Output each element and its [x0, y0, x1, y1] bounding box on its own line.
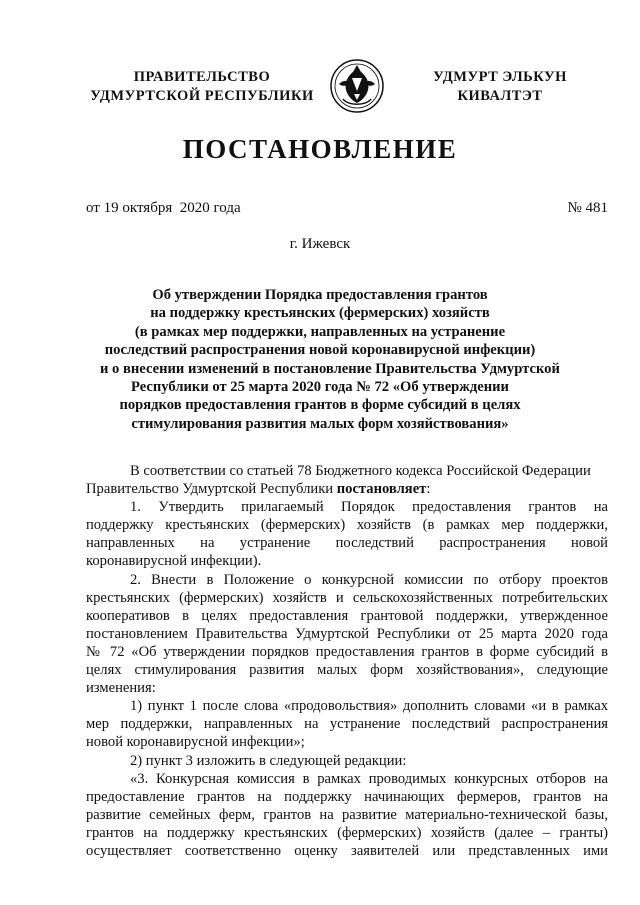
body-line: осуществляет соответственно оценку заявителей или представленных ими: [86, 842, 608, 859]
body-line: 2. Внести в Положение о конкурсной комиссии по отбору проектов: [130, 571, 608, 588]
body-line: мер поддержки, направленных на устранение последствий распространения: [86, 716, 608, 733]
body-line: В соответствии со статьей 78 Бюджетного кодекса Российской Федерации: [130, 463, 591, 479]
body-line: кооперативов в целях предоставления грантовой поддержки, утвержденное: [86, 607, 608, 624]
coat-of-arms-graphic: [330, 56, 384, 116]
date-number-line: [86, 200, 608, 217]
body-line: 2) пункт 3 изложить в следующей редакции:: [130, 752, 407, 769]
body-line: изменения:: [86, 680, 156, 697]
subject-line: на поддержку крестьянских (фермерских) хозяйств: [150, 305, 490, 322]
body-line: «3. Конкурсная комиссия в рамках проводимых конкурсных отборов на: [130, 770, 608, 787]
subject-line: порядков предоставления грантов в форме субсидий в целях: [119, 397, 521, 414]
body-bold-verb: постановляет: [336, 481, 427, 498]
body-text: :: [426, 481, 431, 498]
body-line: грантов на поддержку крестьянских (фермерских) хозяйств (далее – гранты): [86, 824, 608, 841]
body-line: поддержку крестьянских (фермерских) хозяйств (в рамках мер поддержки,: [86, 517, 608, 534]
subject-line: стимулирования развития малых форм хозяйствования»: [131, 415, 509, 432]
body-line: [86, 480, 608, 498]
subject-line: Республики от 25 марта 2020 года № 72 «Об утверждении: [131, 379, 509, 396]
body-line: коронавирусной инфекции).: [86, 553, 262, 570]
body-line: предоставление грантов на поддержку начинающих фермеров, грантов на: [86, 788, 608, 805]
document-title: ПОСТАНОВЛЕНИЕ: [182, 134, 458, 164]
body-line: 1) пункт 1 после слова «продовольствия» дополнить словами «и в рамках: [130, 698, 608, 715]
header-left-line2: УДМУРТСКОЙ РЕСПУБЛИКИ: [90, 88, 314, 104]
document-body: [86, 462, 608, 860]
header-left-org: [82, 68, 322, 106]
body-line: постановлением Правительства Удмуртской Республики от 25 марта 2020 года: [86, 625, 608, 642]
body-line: новой коронавирусной инфекции»;: [86, 734, 305, 751]
body-text: Правительство Удмуртской Республики: [86, 481, 337, 498]
body-line: развитие семейных ферм, грантов на развитие материально-технической базы,: [86, 806, 608, 823]
subject-line: последствий распространения новой коронавирусной инфекции): [104, 342, 536, 359]
subject-line: (в рамках мер поддержки, направленных на устранение: [134, 323, 506, 340]
body-line: 1. Утвердить прилагаемый Порядок предоставления грантов на: [130, 499, 608, 516]
header-left-line1: ПРАВИТЕЛЬСТВО: [133, 69, 271, 85]
body-line: целях стимулирования развития малых форм хозяйствования», следующие: [86, 662, 608, 679]
subject-line: Об утверждении Порядка предоставления грантов: [152, 287, 488, 303]
document-subject: [100, 286, 560, 433]
header-right-line1: УДМУРТ ЭЛЬКУН: [433, 69, 567, 85]
document-date: от 19 октября 2020 года: [86, 200, 241, 216]
header-right-org: [420, 68, 580, 106]
body-line: направленных на устранение последствий распространения новой: [86, 535, 608, 552]
coat-of-arms-icon: [330, 56, 384, 116]
document-city: г. Ижевск: [289, 236, 351, 252]
document-number: № 481: [567, 200, 608, 216]
subject-line: и о внесении изменений в постановление Правительства Удмуртской: [100, 360, 560, 377]
header-right-line2: КИВАЛТЭТ: [457, 88, 543, 104]
body-line: крестьянских (фермерских) хозяйств и сельскохозяйственных потребительских: [86, 589, 608, 606]
body-line: № 72 «Об утверждении порядков предоставления грантов в форме субсидий в: [86, 643, 608, 660]
